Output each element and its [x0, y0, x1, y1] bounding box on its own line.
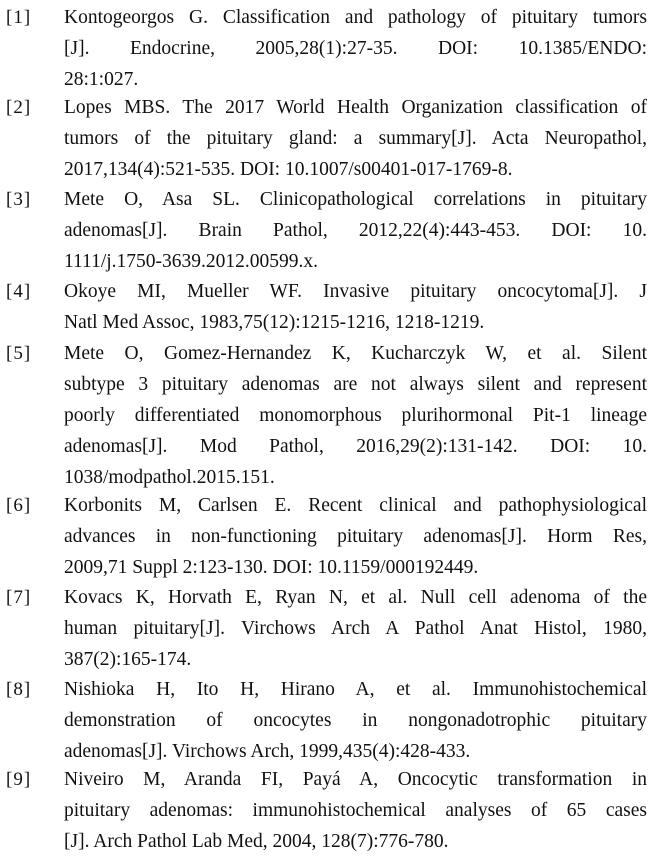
reference-line: [J]. Arch Pathol Lab Med, 2004, 128(7):776-780. [64, 830, 449, 852]
reference-line: Mete O, Asa SL. Clinicopathological correlations in pituitary [64, 189, 647, 210]
reference-number: [4] [6, 281, 32, 302]
reference-line: Nishioka H, Ito H, Hirano A, et al. Immunohistochemical [64, 679, 647, 700]
reference-text [64, 583, 647, 676]
reference-number: [7] [6, 587, 32, 608]
reference-line: demonstration of oncocytes in nongonadotrophic pituitary [64, 709, 647, 731]
reference-text [64, 93, 647, 186]
reference-item-3 [0, 185, 653, 278]
reference-line: adenomas[J]. Virchows Arch, 1999,435(4):428-433. [64, 740, 471, 762]
reference-line: tumors of the pituitary gland: a summary[J]. Acta Neuropathol, [64, 127, 647, 149]
reference-item-8 [0, 675, 653, 768]
reference-line: Kovacs K, Horvath E, Ryan N, et al. Null cell adenoma of the [64, 587, 647, 608]
reference-text [64, 3, 647, 96]
reference-line: poorly differentiated monomorphous plurihormonal Pit-1 lineage [64, 404, 647, 426]
reference-line: 387(2):165-174. [64, 648, 192, 670]
reference-line: adenomas[J]. Mod Pathol, 2016,29(2):131-142. DOI: 10. [64, 435, 647, 457]
reference-item-5 [0, 339, 653, 494]
reference-item-7 [0, 583, 653, 676]
reference-number: [6] [6, 495, 32, 516]
reference-text [64, 765, 647, 858]
reference-number: [3] [6, 189, 32, 210]
reference-line: 1038/modpathol.2015.151. [64, 466, 275, 488]
reference-text [64, 277, 647, 339]
reference-line: human pituitary[J]. Virchows Arch A Pathol Anat Histol, 1980, [64, 617, 647, 639]
reference-line: 2009,71 Suppl 2:123-130. DOI: 10.1159/000192449. [64, 556, 479, 578]
reference-line: [J]. Endocrine, 2005,28(1):27-35. DOI: 10.1385/ENDO: [64, 37, 647, 59]
reference-text [64, 675, 647, 768]
reference-number: [8] [6, 679, 32, 700]
reference-line: Niveiro M, Aranda FI, Payá A, Oncocytic transformation in [64, 769, 647, 790]
reference-line: 28:1:027. [64, 68, 139, 90]
reference-number: [2] [6, 97, 32, 118]
reference-number: [5] [6, 343, 32, 364]
reference-item-9 [0, 765, 653, 858]
reference-text [64, 185, 647, 278]
reference-text [64, 491, 647, 584]
reference-line: subtype 3 pituitary adenomas are not always silent and represent [64, 373, 647, 395]
reference-line: 1111/j.1750-3639.2012.00599.x. [64, 250, 319, 272]
reference-line: Natl Med Assoc, 1983,75(12):1215-1216, 1218-1219. [64, 311, 485, 333]
reference-line: Mete O, Gomez-Hernandez K, Kucharczyk W, et al. Silent [64, 343, 647, 364]
reference-line: pituitary adenomas: immunohistochemical analyses of 65 cases [64, 799, 647, 821]
reference-item-4 [0, 277, 653, 339]
reference-line: adenomas[J]. Brain Pathol, 2012,22(4):443-453. DOI: 10. [64, 219, 647, 241]
reference-item-6 [0, 491, 653, 584]
reference-item-1 [0, 3, 653, 96]
reference-number: [9] [6, 769, 32, 790]
reference-line: Kontogeorgos G. Classification and pathology of pituitary tumors [64, 7, 647, 28]
reference-item-2 [0, 93, 653, 186]
reference-line: Okoye MI, Mueller WF. Invasive pituitary oncocytoma[J]. J [64, 281, 647, 302]
reference-line: 2017,134(4):521-535. DOI: 10.1007/s00401-017-1769-8. [64, 158, 513, 180]
reference-line: Lopes MBS. The 2017 World Health Organization classification of [64, 97, 647, 118]
reference-number: [1] [6, 7, 32, 28]
reference-line: Korbonits M, Carlsen E. Recent clinical and pathophysiological [64, 495, 647, 516]
reference-line: advances in non-functioning pituitary adenomas[J]. Horm Res, [64, 525, 647, 547]
reference-text [64, 339, 647, 494]
